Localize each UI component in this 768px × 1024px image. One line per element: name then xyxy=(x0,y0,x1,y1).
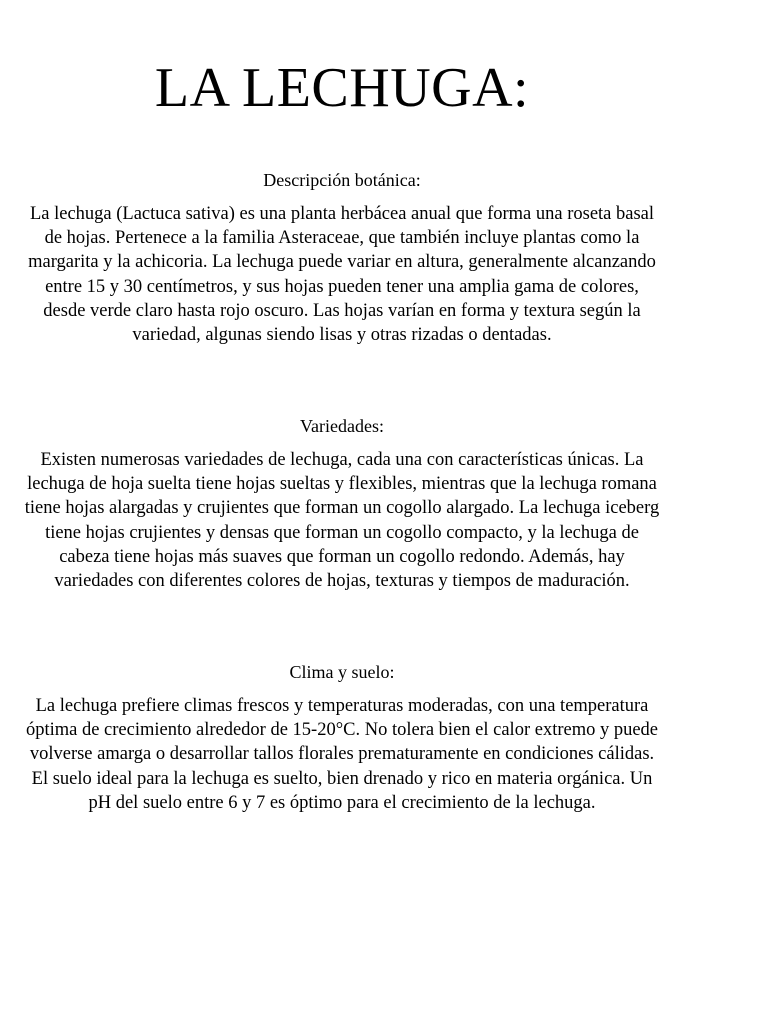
section-body-clima-suelo: La lechuga prefiere climas frescos y temperaturas moderadas, con una temperatura óptima de crecimiento alrededor de 15-20°C. No tolera bien el calor extremo y puede volverse amarga o desarrollar tallos florales prematuramente en condiciones cálidas. El suelo ideal para la lechuga es suelto, bien drenado y rico en materia orgánica. Un pH del suelo entre 6 y 7 es óptimo para el crecimiento de la lechuga. xyxy=(25,696,659,813)
section-heading-descripcion: Descripción botánica: xyxy=(263,170,421,190)
section-heading-clima-suelo: Clima y suelo: xyxy=(289,662,395,682)
section-heading-variedades: Variedades: xyxy=(300,416,384,436)
section-body-variedades: Existen numerosas variedades de lechuga, cada una con características únicas. La lechuga de hoja suelta tiene hojas sueltas y flexibles, mientras que la lechuga romana tiene hojas alargadas y crujientes que forman un cogollo alargado. La lechuga iceberg tiene hojas crujientes y densas que forman un cogollo compacto, y la lechuga de cabeza tiene hojas más suaves que forman un cogollo redondo. Además, hay variedades con diferentes colores de hojas, texturas y tiempos de maduración. xyxy=(24,450,660,592)
section-body-descripcion: La lechuga (Lactuca sativa) es una planta herbácea anual que forma una roseta basal de hojas. Pertenece a la familia Asteraceae, que también incluye plantas como la margarita y la achicoria. La lechuga puede variar en altura, generalmente alcanzando entre 15 y 30 centímetros, y sus hojas pueden tener una amplia gama de colores, desde verde claro hasta rojo oscuro. Las hojas varían en forma y textura según la variedad, algunas siendo lisas y otras rizadas o dentadas. xyxy=(28,204,656,346)
document-title: LA LECHUGA: xyxy=(154,57,530,119)
